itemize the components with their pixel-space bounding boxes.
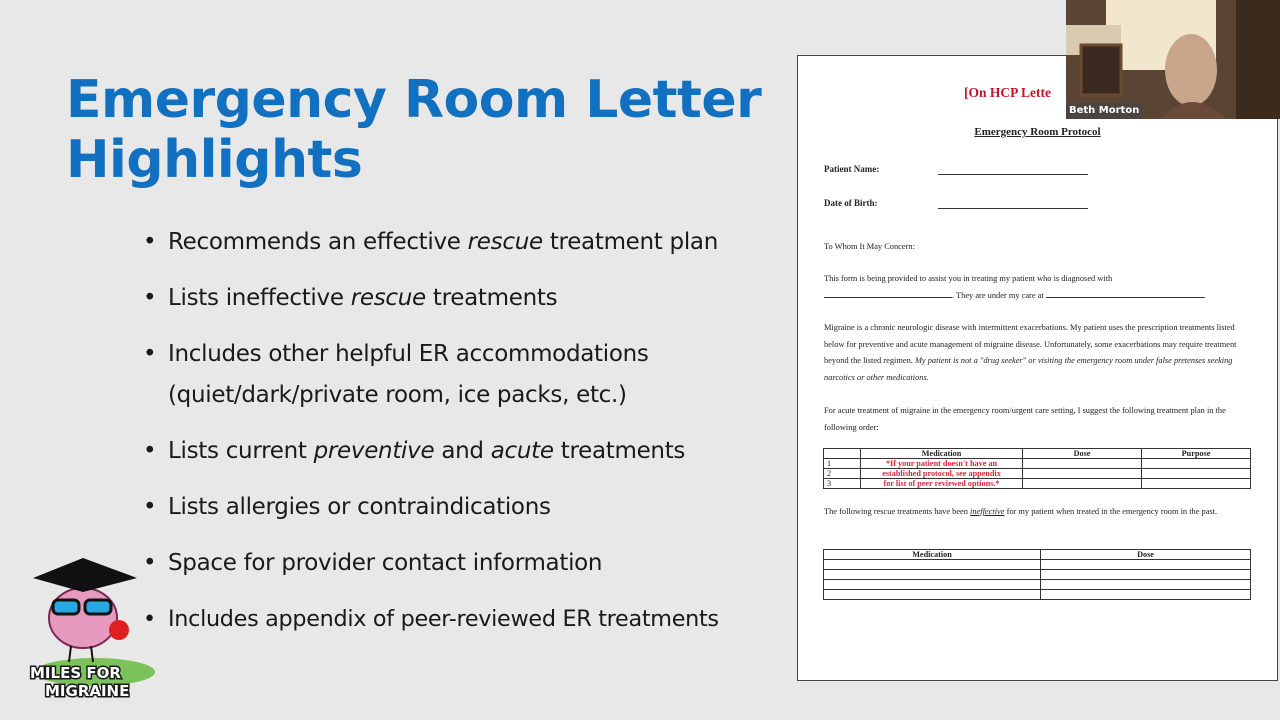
document-title: Emergency Room Protocol [974, 126, 1101, 138]
intro-paragraph: This form is being provided to assist you in treating my patient who is diagnosed with . They are under my care at . [824, 274, 1206, 300]
brain-icon [49, 588, 117, 648]
slide-title: Emergency Room Letter Highlights [66, 70, 762, 190]
participant-video-tile[interactable] [1066, 0, 1280, 119]
bullet-icon: • [143, 494, 157, 520]
table-header-row: Medication Dose [824, 550, 1251, 560]
patient-name-line [938, 174, 1088, 175]
bullet-icon: • [143, 438, 157, 464]
bullet-item: • Lists current preventive and acute treatments [143, 431, 803, 472]
bullet-icon: • [143, 606, 156, 632]
ineffective-treatments-paragraph: The following rescue treatments have been ineffective for my patient when treated in the emergency room in the past. [824, 507, 1218, 516]
participant-name-tag: Beth Morton [1066, 103, 1142, 119]
table-row [824, 570, 1251, 580]
er-letter-document [797, 55, 1278, 681]
bullet-item: • Lists allergies or contraindications [143, 487, 803, 528]
bullet-icon: • [143, 229, 157, 255]
bullet-item: • Includes other helpful ER accommodations (quiet/dark/private room, ice packs, etc.) [143, 334, 728, 416]
acute-treatment-paragraph: For acute treatment of migraine in the emergency room/urgent care setting, I suggest the following treatment plan in the following order: [824, 406, 1226, 432]
participant-face [1165, 34, 1217, 106]
table-row [824, 560, 1251, 570]
table-row: 3 for list of peer reviewed options.* [824, 479, 1251, 489]
miles-for-migraine-logo [25, 550, 160, 705]
logo-text-line2: MIGRAINE [45, 682, 130, 700]
patient-name-label: Patient Name: [824, 164, 880, 174]
bullet-item: • Recommends an effective rescue treatment plan [143, 222, 803, 263]
table-row [824, 580, 1251, 590]
letterhead-placeholder: [On HCP Lette [964, 85, 1051, 100]
ineffective-treatments-table [823, 549, 1251, 600]
table-row [824, 590, 1251, 600]
table-header-row: Medication Dose Purpose [824, 449, 1251, 459]
bullet-list [143, 222, 803, 655]
table-row: 2 established protocol, see appendix [824, 469, 1251, 479]
date-of-birth-label: Date of Birth: [824, 198, 878, 208]
graduation-cap-icon [33, 558, 137, 592]
bullet-icon: • [143, 341, 157, 367]
bullet-item: • Lists ineffective rescue treatments [143, 278, 803, 319]
treatment-plan-table [823, 448, 1251, 489]
date-of-birth-line [938, 208, 1088, 209]
salutation: To Whom It May Concern: [824, 242, 915, 251]
video-feed [1066, 0, 1280, 119]
bullet-icon: • [143, 285, 157, 311]
logo-text-line1: MILES FOR [30, 664, 121, 682]
bullet-item: • Space for provider contact information [143, 543, 803, 584]
bullet-item: • Includes appendix of peer-reviewed ER treatments [143, 599, 803, 640]
migraine-paragraph: Migraine is a chronic neurologic disease with intermittent exacerbations. My patient uses the prescription treatments listed below for preventive and acute management of migraine disease. Unfortunately, some exacerbations may require treatment beyond the listed regimen. My patient is not a "drug seeker" or visiting the emergency room under false pretenses seeking narcotics or other medications. [824, 323, 1237, 382]
apple-icon [109, 620, 129, 640]
table-row: 1 *If your patient doesn't have an [824, 459, 1251, 469]
bullet-icon: • [143, 550, 157, 576]
